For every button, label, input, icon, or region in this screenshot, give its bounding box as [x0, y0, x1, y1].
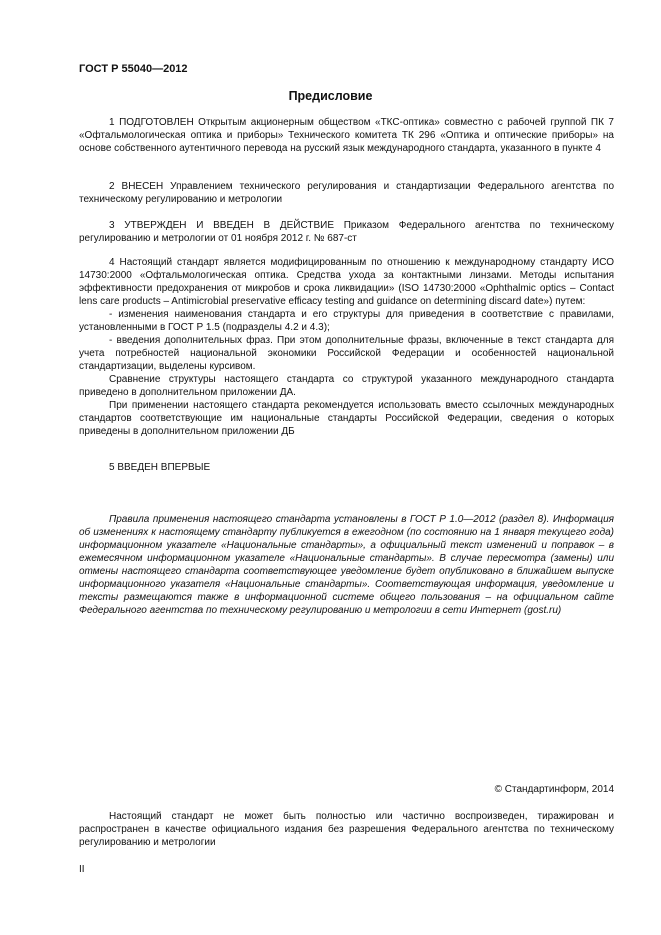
section-4-item-1: - изменения наименования стандарта и его структуры для приведения в соответствие с правилами, установленными в ГОСТ Р 1.5 (подразделы 4.2 и 4.3); [79, 309, 614, 333]
section-3-text: 3 УТВЕРЖДЕН И ВВЕДЕН В ДЕЙСТВИЕ Приказом Федерального агентства по техническому регулированию и метрологии от 01 ноября 2012 г. № 687-ст [79, 220, 614, 244]
section-3 [79, 219, 614, 245]
section-5-text: 5 ВВЕДЕН ВПЕРВЫЕ [109, 462, 211, 473]
section-5 [79, 461, 614, 474]
reproduction-notice [79, 810, 614, 849]
section-4-comparison: Сравнение структуры настоящего стандарта со структурой указанного международного стандарта приведено в дополнительном приложении ДА. [79, 374, 614, 398]
reproduction-text: Настоящий стандарт не может быть полностью или частично воспроизведен, тиражирован и распространен в качестве официального издания без разрешения Федерального агентства по техническому регулированию и метрологии [79, 811, 614, 848]
copyright: © Стандартинформ, 2014 [494, 784, 614, 795]
page-title: Предисловие [288, 89, 373, 103]
section-2 [79, 180, 614, 206]
section-4-intro: 4 Настоящий стандарт является модифицированным по отношению к международному стандарту ИСО 14730:2000 «Офтальмологическая оптика. Средства ухода за контактными линзами. Методы испытания эффективности предохранения от микробов и срока ликвидации» (ISO 14730:2000 «Ophthalmic optics – Contact lens care products – Antimicrobial preservative efficacy testing and guidance on determining discard date») путем: [79, 257, 614, 307]
section-4-application: При применении настоящего стандарта рекомендуется использовать вместо ссылочных международных стандартов соответствующие им национальные стандарты Российской Федерации, сведения о которых приведены в дополнительном приложении ДБ [79, 400, 614, 437]
page-number: II [79, 864, 85, 875]
section-2-text: 2 ВНЕСЕН Управлением технического регулирования и стандартизации Федерального агентства по техническому регулированию и метрологии [79, 181, 614, 205]
notice-text: Правила применения настоящего стандарта установлены в ГОСТ Р 1.0—2012 (раздел 8). Информация об изменениях к настоящему стандарту публикуется в ежегодном (по состоянию на 1 января текущего года) информационном указателе «Национальные стандарты», а официальный текст изменений и поправок – в ежемесячном информационном указателе «Национальные стандарты». В случае пересмотра (замены) или отмены настоящего стандарта соответствующее уведомление будет опубликовано в ближайшем выпуске информационного указателя «Национальные стандарты». Соответствующая информация, уведомление и тексты размещаются также в информационной системе общего пользования – на официальном сайте Федерального агентства по техническому регулированию и метрологии в сети Интернет (gost.ru) [79, 514, 614, 616]
section-4-item-2: - введения дополнительных фраз. При этом дополнительные фразы, включенные в текст стандарта для учета потребностей национальной экономики Российской Федерации и особенностей национальной стандартизации, выделены курсивом. [79, 335, 614, 372]
section-1 [79, 116, 614, 155]
section-4 [79, 256, 614, 438]
document-code: ГОСТ Р 55040—2012 [79, 63, 188, 75]
application-rules-notice [79, 513, 614, 617]
section-1-text: 1 ПОДГОТОВЛЕН Открытым акционерным обществом «ТКС-оптика» совместно с рабочей группой ПК 7 «Офтальмологическая оптика и приборы» Технического комитета ТК 296 «Оптика и оптические приборы» на основе собственного аутентичного перевода на русский язык международного стандарта, указанного в пункте 4 [79, 117, 614, 154]
